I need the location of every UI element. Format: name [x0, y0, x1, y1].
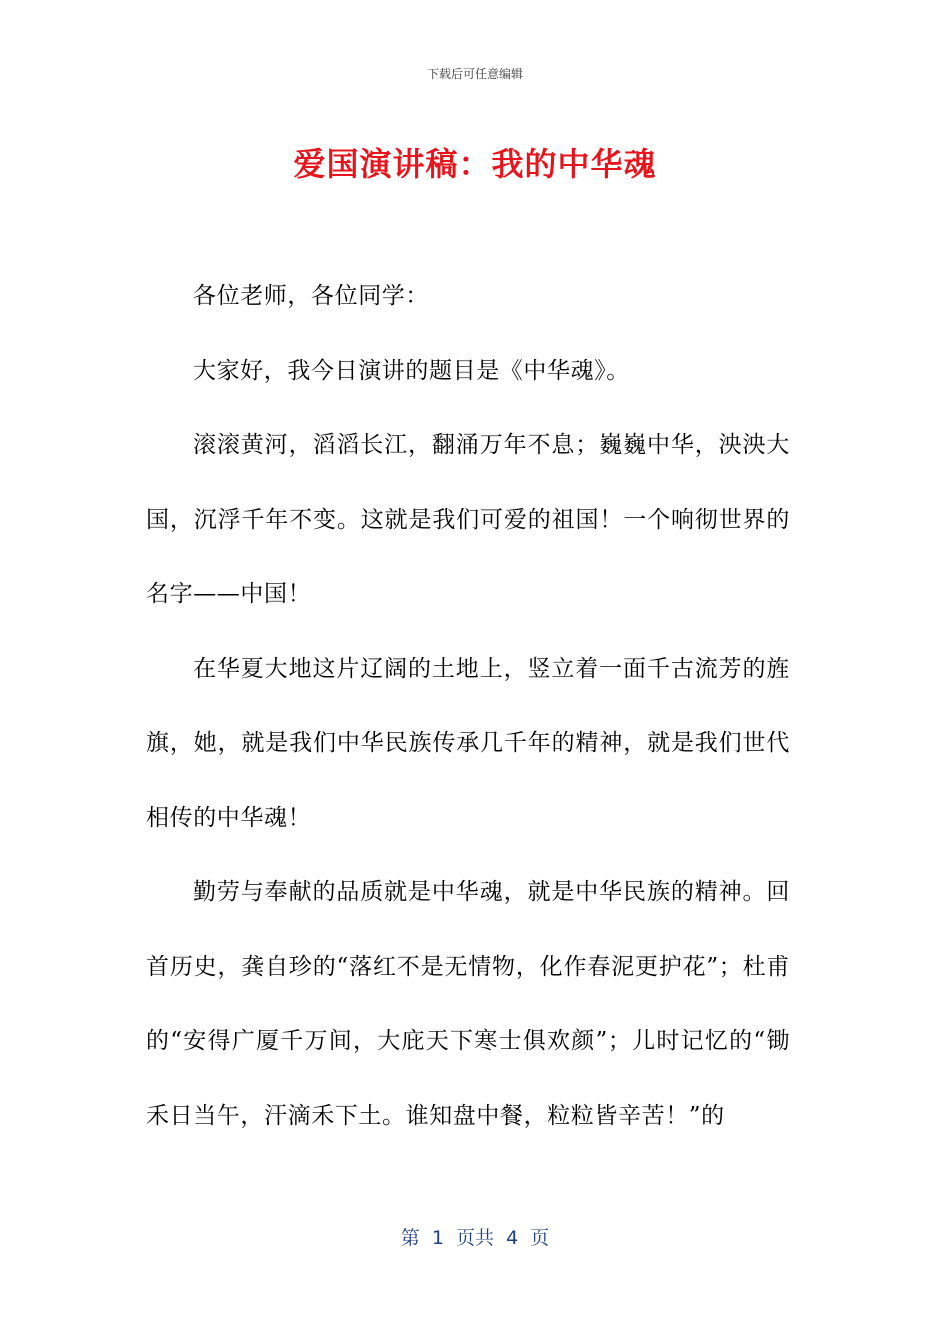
paragraph-diligence: 勤劳与奉献的品质就是中华魂，就是中华民族的精神。回首历史，龚自珍的“落红不是无情物，化作春泥更护花”；杜甫的“安得广厦千万间，大庇天下寒士俱欢颜”；儿时记忆的“锄禾日当午，汗滴禾下土。谁知盘中餐，粒粒皆辛苦！”的 — [146, 879, 790, 1129]
document-title: 爱国演讲稿：我的中华魂 — [293, 145, 657, 183]
paragraph-rivers: 滚滚黄河，滔滔长江，翻涌万年不息；巍巍中华，泱泱大国，沉浮千年不变。这就是我们可爱的祖国！一个响彻世界的名字——中国！ — [146, 432, 790, 607]
header-note: 下载后可任意编辑 — [426, 67, 523, 81]
page-number-footer: 第 1 页共 4 页 — [400, 1227, 550, 1249]
document-body — [146, 259, 790, 1153]
paragraph-greeting: 各位老师，各位同学： — [193, 283, 429, 309]
paragraph-banner: 在华夏大地这片辽阔的土地上，竖立着一面千古流芳的旌旗，她，就是我们中华民族传承几千年的精神，就是我们世代相传的中华魂！ — [146, 655, 790, 831]
paragraph-intro: 大家好，我今日演讲的题目是《中华魂》。 — [193, 357, 630, 384]
